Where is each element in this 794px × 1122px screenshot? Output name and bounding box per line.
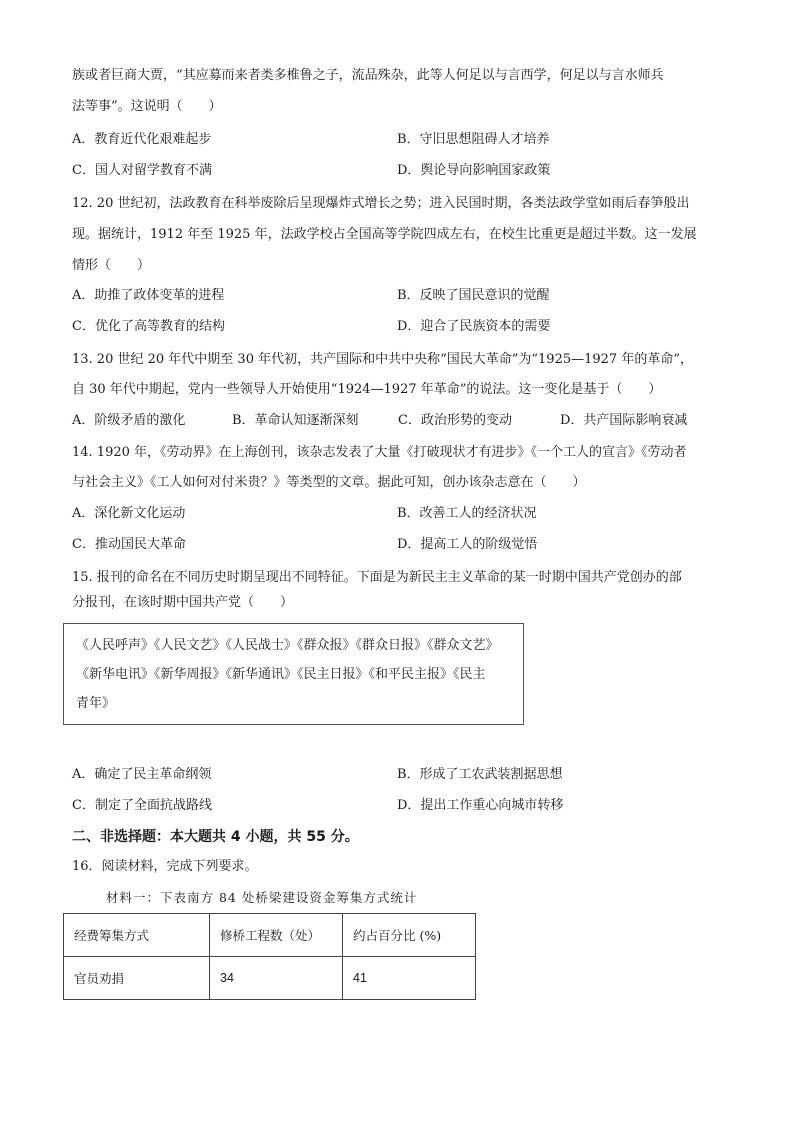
table-header-cell: 修桥工程数（处） (210, 914, 343, 957)
q13-line-1: 13. 20 世纪 20 年代中期至 30 年代初，共产国际和中共中央称“国民大革命”为“1925—1927 年的革命”， (72, 352, 693, 367)
q12-line-2: 现。据统计，1912 年至 1925 年，法政学校占全国高等学院四成左右，在校生比重更是超过半数。这一发展 (72, 227, 697, 242)
table-header-row (64, 914, 476, 957)
q14-option-a: A．深化新文化运动 (72, 506, 186, 521)
q15-option-a: A．确定了民主革命纲领 (72, 767, 212, 782)
q11-option-b: B．守旧思想阻碍人才培养 (397, 132, 550, 147)
table-header-cell: 约占百分比 (%) (343, 914, 476, 957)
q14-line-1: 14. 1920 年，《劳动界》在上海创刊，该杂志发表了大量《打破现状才有进步》《一个工人的宣言》《劳动者 (72, 445, 687, 460)
q15-option-d: D．提出工作重心向城市转移 (397, 798, 564, 813)
q14-option-d: D．提高工人的阶级觉悟 (397, 537, 538, 552)
q12-option-b: B．反映了国民意识的觉醒 (397, 288, 550, 303)
newspaper-list-line-2: 《新华电讯》《新华周报》《新华通讯》《民主日报》《和平民主报》《民主 (76, 667, 486, 682)
q15-line-1: 15. 报刊的命名在不同历史时期呈现出不同特征。下面是为新民主主义革命的某一时期中国共产党创办的部 (72, 570, 682, 585)
q13-option-b: B．革命认知逐渐深刻 (232, 413, 359, 428)
table-caption: 材料一：下表南方 84 处桥梁建设资金筹集方式统计 (106, 890, 418, 905)
q14-option-b: B．改善工人的经济状况 (397, 506, 537, 521)
intro-line-1: 族或者巨商大贾，“其应募而来者类多椎鲁之子，流品殊杂，此等人何足以与言西学，何足以与言水师兵 (72, 68, 664, 83)
q16-stem: 16．阅读材料，完成下列要求。 (72, 859, 258, 874)
newspaper-list-box (63, 623, 524, 725)
table-row (64, 957, 476, 1000)
q13-option-a: A．阶级矛盾的激化 (72, 413, 186, 428)
q12-line-1: 12. 20 世纪初，法政教育在科举废除后呈现爆炸式增长之势；进入民国时期，各类法政学堂如雨后春笋般出 (72, 196, 690, 211)
q13-option-d: D．共产国际影响衰减 (560, 413, 688, 428)
q13-option-c: C．政治形势的变动 (398, 413, 512, 428)
q12-line-3: 情形（ ） (72, 258, 151, 273)
table-cell: 34 (210, 957, 343, 1000)
q14-option-c: C．推动国民大革命 (72, 537, 186, 552)
q11-option-a: A．教育近代化艰难起步 (72, 132, 212, 147)
q11-option-c: C．国人对留学教育不满 (72, 163, 212, 178)
q12-option-d: D．迎合了民族资本的需要 (397, 319, 551, 334)
bridge-funding-table (63, 913, 476, 1000)
q14-line-2: 与社会主义》《工人如何对付米贵？》等类型的文章。据此可知，创办该杂志意在（ ） (72, 475, 586, 490)
q15-option-b: B．形成了工农武装割据思想 (397, 767, 563, 782)
newspaper-list-line-1: 《人民呼声》《人民文艺》《人民战士》《群众报》《群众日报》《群众文艺》 (76, 638, 499, 653)
q13-line-2: 自 30 年代中期起，党内一些领导人开始使用“1924—1927 年革命”的说法。这一变化是基于（ ） (72, 382, 662, 397)
table-cell: 官员劝捐 (64, 957, 210, 1000)
q15-line-2: 分报刊，在该时期中国共产党（ ） (72, 595, 294, 610)
table-cell: 41 (343, 957, 476, 1000)
q12-option-c: C．优化了高等教育的结构 (72, 319, 225, 334)
newspaper-list-line-3: 青年》 (76, 696, 116, 711)
q15-option-c: C．制定了全面抗战路线 (72, 798, 212, 813)
q12-option-a: A．助推了政体变革的进程 (72, 288, 225, 303)
q11-option-d: D．舆论导向影响国家政策 (397, 163, 551, 178)
table-header-cell: 经费筹集方式 (64, 914, 210, 957)
intro-line-2: 法等事”。这说明（ ） (72, 99, 222, 114)
section-two-heading: 二、非选择题：本大题共 4 小题，共 55 分。 (72, 829, 359, 845)
